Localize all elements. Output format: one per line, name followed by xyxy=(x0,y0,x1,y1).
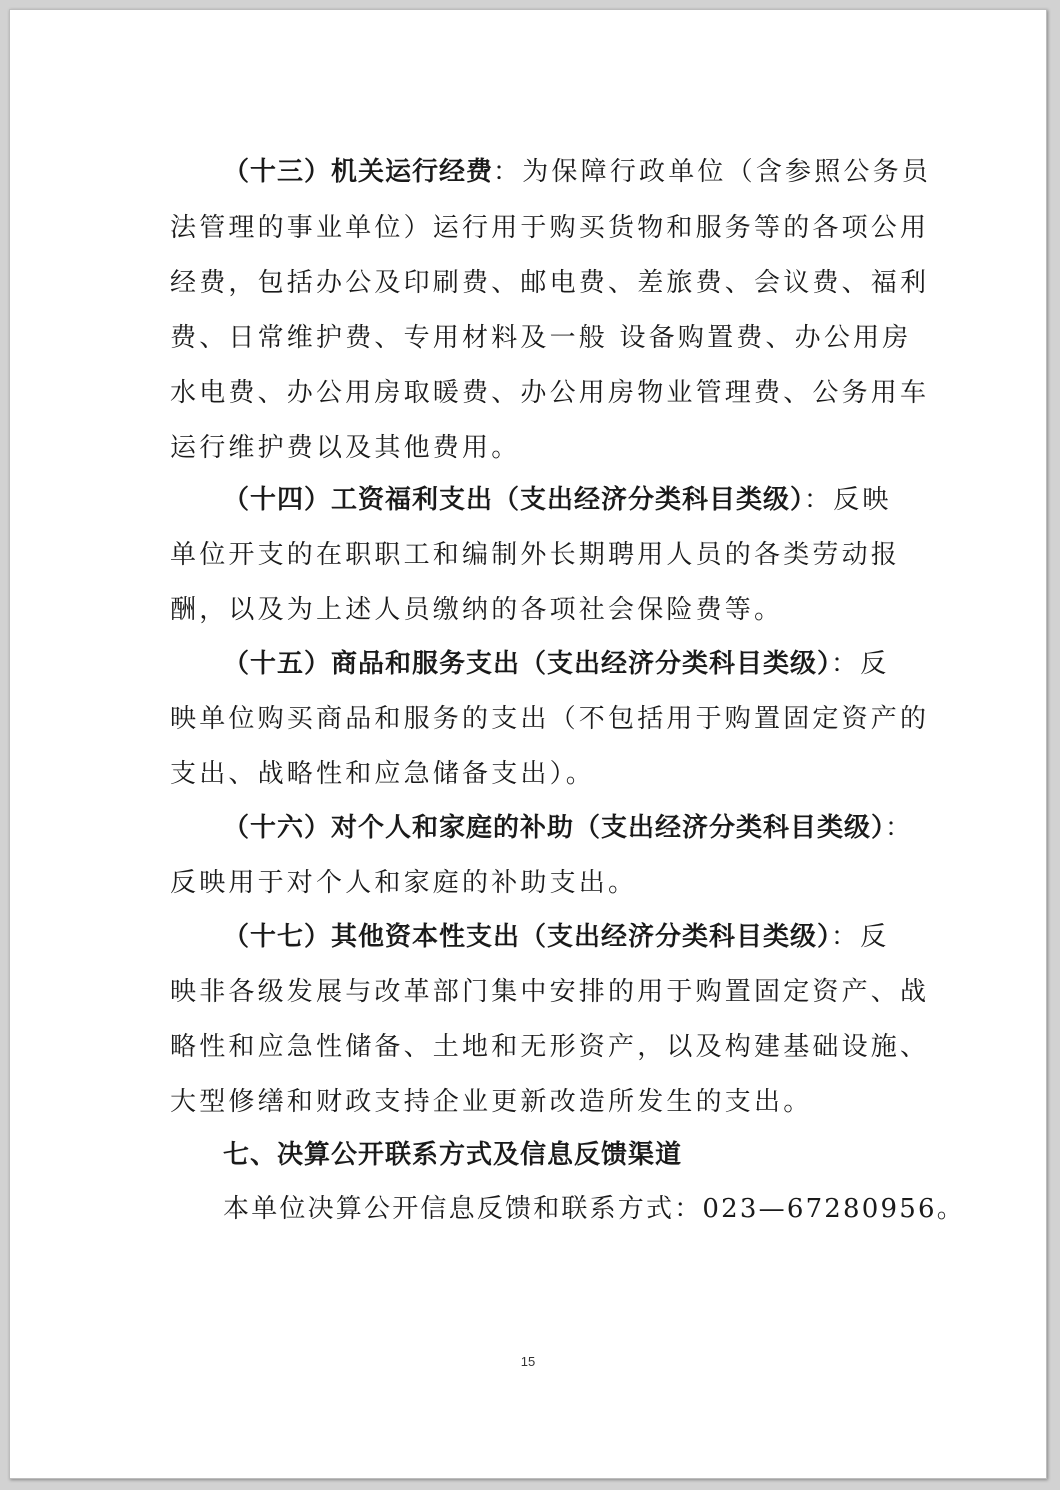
page-number: 15 xyxy=(520,1354,536,1369)
paragraph-16-line-2: 反映用于对个人和家庭的补助支出。 xyxy=(170,868,638,898)
paragraph-13-line-5: 水电费、办公用房取暖费、办公用房物业管理费、公务用车 xyxy=(170,378,930,408)
paragraph-14-line-1: （十四）工资福利支出（支出经济分类科目类级）：反映 xyxy=(223,485,892,515)
term-13: （十三）机关运行经费 xyxy=(223,157,494,187)
section-7-contact: 本单位决算公开信息反馈和联系方式：023—67280956。 xyxy=(223,1194,965,1224)
paragraph-17-line-1: （十七）其他资本性支出（支出经济分类科目类级）：反 xyxy=(223,922,890,952)
paragraph-15-line-2: 映单位购买商品和服务的支出（不包括用于购置固定资产的 xyxy=(170,704,930,734)
paragraph-14-line-2: 单位开支的在职职工和编制外长期聘用人员的各类劳动报 xyxy=(170,540,901,570)
paragraph-17-line-3: 略性和应急性储备、土地和无形资产，以及构建基础设施、 xyxy=(170,1032,930,1062)
document-page xyxy=(9,9,1047,1479)
paragraph-14-line-3: 酬，以及为上述人员缴纳的各项社会保险费等。 xyxy=(170,595,784,625)
term-16: （十六）对个人和家庭的补助（支出经济分类科目类级） xyxy=(223,813,886,843)
paragraph-16-line-1: （十六）对个人和家庭的补助（支出经济分类科目类级）： xyxy=(223,813,915,843)
paragraph-13-line-4: 费、日常维护费、专用材料及一般 设备购置费、办公用房 xyxy=(170,323,912,353)
section-7-heading: 七、决算公开联系方式及信息反馈渠道 xyxy=(223,1140,683,1170)
paragraph-13-line-1: （十三）机关运行经费：为保障行政单位（含参照公务员 xyxy=(223,157,932,187)
paragraph-13-line-6: 运行维护费以及其他费用。 xyxy=(170,433,521,463)
term-14: （十四）工资福利支出（支出经济分类科目类级） xyxy=(223,485,805,515)
paragraph-17-line-4: 大型修缮和财政支持企业更新改造所发生的支出。 xyxy=(170,1087,813,1117)
paragraph-13-line-2: 法管理的事业单位）运行用于购买货物和服务等的各项公用 xyxy=(170,213,930,243)
term-15: （十五）商品和服务支出（支出经济分类科目类级） xyxy=(223,649,832,679)
paragraph-15-line-3: 支出、战略性和应急储备支出）。 xyxy=(170,759,596,789)
paragraph-15-line-1: （十五）商品和服务支出（支出经济分类科目类级）：反 xyxy=(223,649,890,679)
paragraph-17-line-2: 映非各级发展与改革部门集中安排的用于购置固定资产、战 xyxy=(170,977,930,1007)
paragraph-13-line-3: 经费，包括办公及印刷费、邮电费、差旅费、会议费、福利 xyxy=(170,268,930,298)
term-17: （十七）其他资本性支出（支出经济分类科目类级） xyxy=(223,922,832,952)
